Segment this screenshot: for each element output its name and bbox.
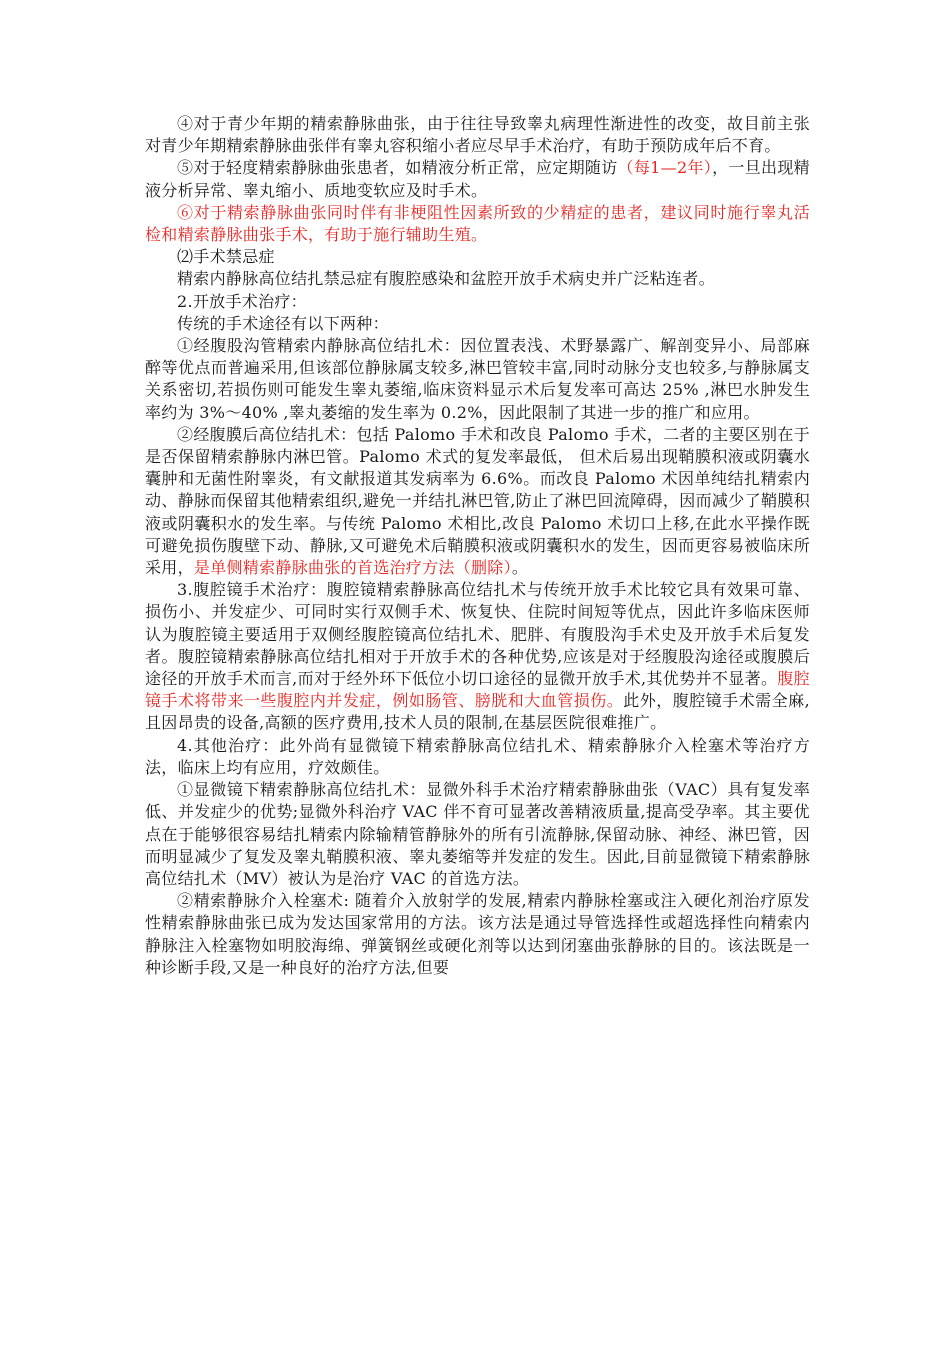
- body-text: ①经腹股沟管精索内静脉高位结扎术：因位置表浅、术野暴露广、解剖变异小、局部麻醉等优点而普遍采用,但该部位静脉属支较多,淋巴管较丰富,同时动脉分支也较多,与静脉属支关系密切,若损伤则可能发生睾丸萎缩,临床资料显示术后复发率可高达 25% ,淋巴水肿发生率约为 3%～40% ,睾丸萎缩的发生率为 0.2%，因此限制了其进一步的推广和应用。: [145, 336, 810, 422]
- body-text: 3.腹腔镜手术治疗：腹腔镜精索静脉高位结扎术与传统开放手术比较它具有效果可靠、损伤小、并发症少、可同时实行双侧手术、恢复快、住院时间短等优点，因此许多临床医师认为腹腔镜主要适用于双侧经腹腔镜高位结扎术、肥胖、有腹股沟手术史及开放手术后复发者。腹腔镜精索静脉高位结扎相对于开放手术的各种优势,应该是对于经腹股沟途径或腹膜后途径的开放手术而言,而对于经外环下低位小切口途径的显微开放手术,其优势并不显著。: [145, 580, 810, 689]
- highlighted-text: ⑥对于精索静脉曲张同时伴有非梗阻性因素所致的少精症的患者，建议同时施行睾丸活检和精索静脉曲张手术，有助于施行辅助生殖。: [145, 202, 810, 245]
- paragraph: [145, 268, 810, 290]
- paragraph: [145, 779, 810, 890]
- highlighted-text: 腹腔镜手术将带来一些腹腔内并发症，例如肠管、膀胱和大血管损伤。: [145, 669, 810, 711]
- paragraph: [145, 579, 810, 734]
- paragraph: [145, 735, 810, 779]
- paragraph: [145, 157, 810, 201]
- body-text: ②经腹膜后高位结扎术：包括 Palomo 手术和改良 Palomo 手术，二者的主要区别在于是否保留精索静脉内淋巴管。Palomo 术式的复发率最低， 但术后易出现鞘膜积液或阴囊水囊肿和无菌性附睾炎，有文献报道其发病率为 6.6%。而改良 Palomo 术因单纯结扎精索内动、静脉而保留其他精索组织,避免一并结扎淋巴管,防止了淋巴回流障碍，因而减少了鞘膜积液或阴囊积水的发生率。与传统 Palomo 术相比,改良 Palomo 术切口上移,在此水平操作既可避免损伤腹壁下动、静脉,又可避免术后鞘膜积液或阴囊积水的发生，因而更容易被临床所采用，: [145, 424, 810, 578]
- body-text: ⑵手术禁忌症: [177, 247, 275, 267]
- body-text: ②精索静脉介入栓塞术: 随着介入放射学的发展,精索内静脉栓塞或注入硬化剂治疗原发性精索静脉曲张已成为发达国家常用的方法。该方法是通过导管选择性或超选择性向精索内静脉注入栓塞物如明胶海绵、弹簧钢丝或硬化剂等以达到闭塞曲张静脉的目的。该法既是一种诊断手段,又是一种良好的治疗方法,但要: [145, 891, 810, 977]
- body-text: 精索内静脉高位结扎禁忌症有腹腔感染和盆腔开放手术病史并广泛粘连者。: [177, 269, 715, 289]
- body-text: 此外，腹腔镜手术需全麻,且因昂贵的设备,高额的医疗费用,技术人员的限制,在基层医院很难推广。: [145, 691, 810, 733]
- paragraph: [145, 246, 810, 268]
- body-text: 。: [511, 558, 529, 578]
- paragraph: [145, 890, 810, 979]
- paragraph: [145, 291, 810, 313]
- body-text: 2.开放手术治疗：: [177, 291, 307, 311]
- body-text: 传统的手术途径有以下两种：: [177, 313, 389, 333]
- body-text: ④对于青少年期的精索静脉曲张，由于往往导致睾丸病理性渐进性的改变，故目前主张对青少年期精索静脉曲张伴有睾丸容积缩小者应尽早手术治疗，有助于预防成年后不育。: [145, 114, 810, 156]
- document-page: [145, 113, 810, 979]
- paragraph: [145, 113, 810, 157]
- body-text: ⑤对于轻度精索静脉曲张患者，如精液分析正常，应定期随访: [177, 158, 618, 178]
- body-text: ①显微镜下精索静脉高位结扎术：显微外科手术治疗精索静脉曲张（VAC）具有复发率低、并发症少的优势;显微外科治疗 VAC 伴不育可显著改善精液质量,提高受孕率。其主要优点在于能够很容易结扎精索内除输精管静脉外的所有引流静脉,保留动脉、神经、淋巴管，因而明显减少了复发及睾丸鞘膜积液、睾丸萎缩等并发症的发生。因此,目前显微镜下精索静脉高位结扎术（MV）被认为是治疗 VAC 的首选方法。: [145, 780, 810, 888]
- highlighted-text: （每1—2年）: [617, 158, 713, 178]
- paragraph: [145, 424, 810, 579]
- body-text: 4.其他治疗：此外尚有显微镜下精索静脉高位结扎术、精索静脉介入栓塞术等治疗方法，临床上均有应用，疗效颇佳。: [145, 735, 810, 777]
- body-text: ，一旦出现精液分析异常、睾丸缩小、质地变软应及时手术。: [145, 158, 810, 200]
- highlighted-text: 是单侧精索静脉曲张的首选治疗方法（删除）: [193, 558, 512, 578]
- paragraph: [145, 313, 810, 335]
- paragraph: [145, 335, 810, 424]
- paragraph: [145, 202, 810, 246]
